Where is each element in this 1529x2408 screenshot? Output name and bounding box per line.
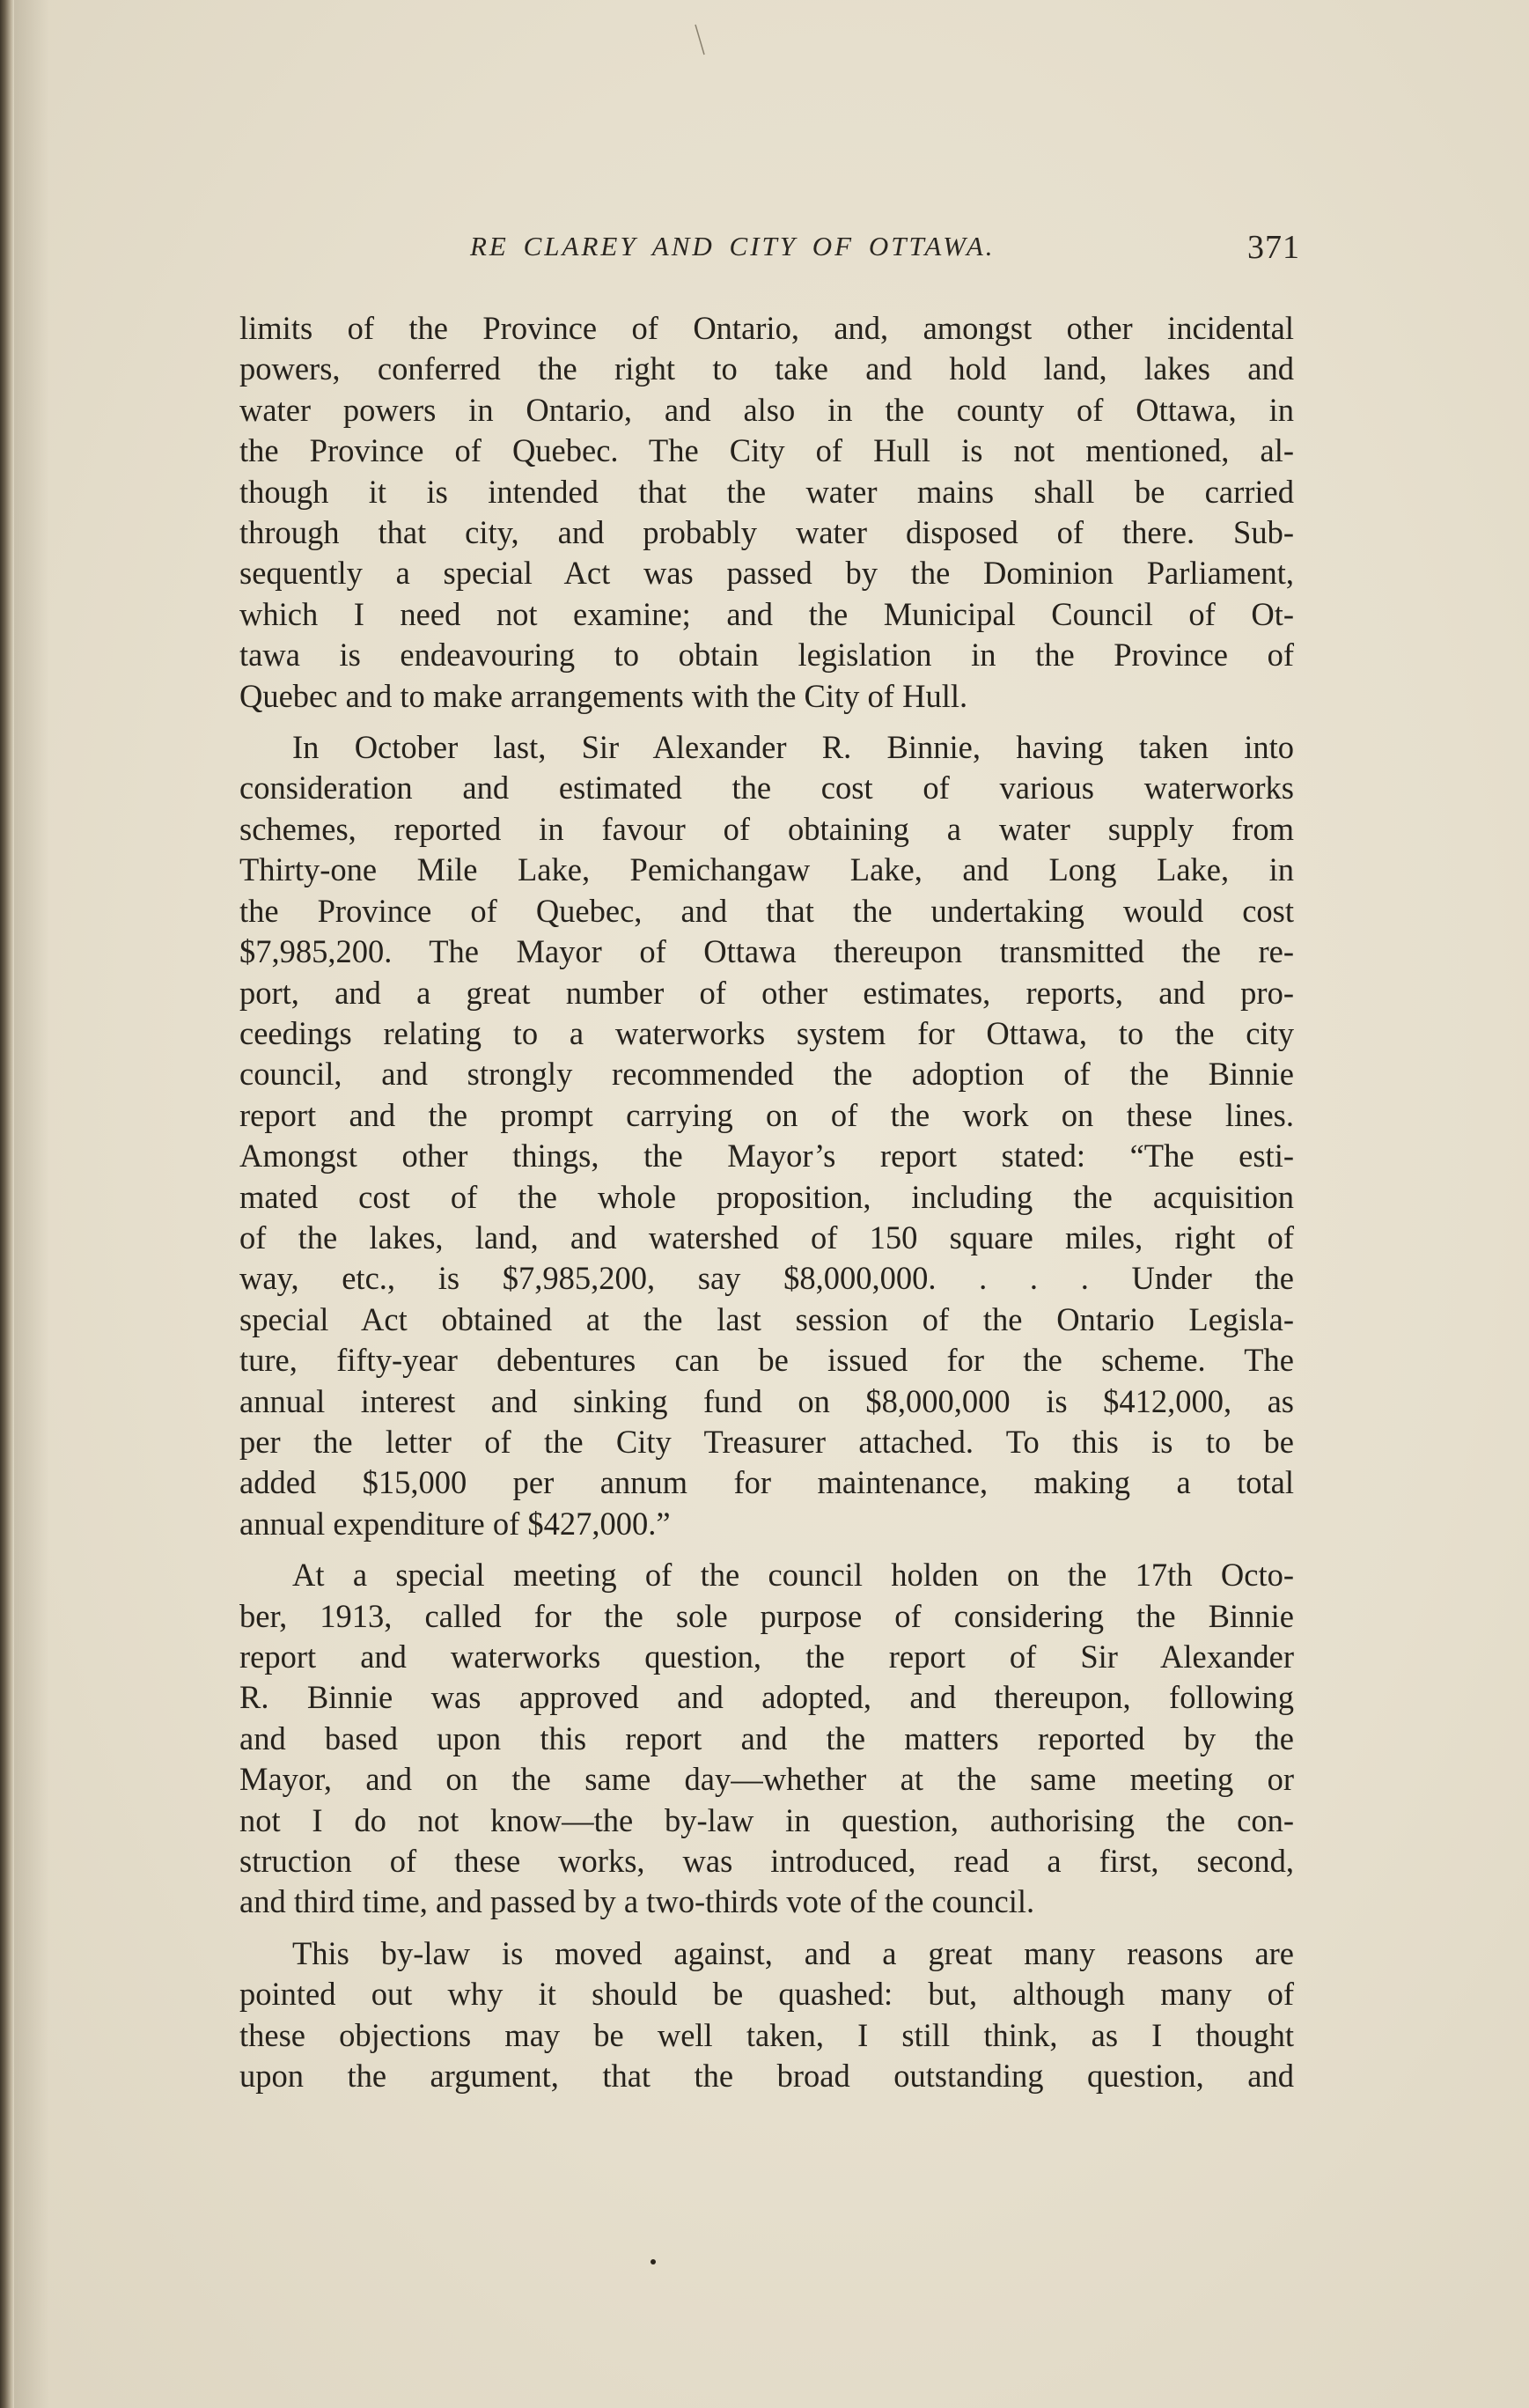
text-line: pointed out why it should be quashed: but, although many of bbox=[239, 1976, 1294, 2013]
text-line: not I do not know—the by-law in question, authorising the con- bbox=[239, 1801, 1294, 1838]
text-line: Thirty-one Mile Lake, Pemichangaw Lake, and Long Lake, in bbox=[239, 851, 1294, 888]
text-line: added $15,000 per annum for maintenance, making a total bbox=[239, 1464, 1294, 1501]
paper-speck bbox=[651, 2259, 656, 2264]
text-line: special Act obtained at the last session of the Ontario Legisla- bbox=[239, 1300, 1294, 1337]
text-line: though it is intended that the water mains shall be carried bbox=[239, 473, 1294, 510]
text-line: $7,985,200. The Mayor of Ottawa thereupon transmitted the re- bbox=[239, 933, 1294, 970]
text-line: council, and strongly recommended the adoption of the Binnie bbox=[239, 1056, 1294, 1093]
text-line: ber, 1913, called for the sole purpose of considering the Binnie bbox=[239, 1597, 1294, 1634]
binding-edge bbox=[0, 0, 14, 2408]
text-line: Amongst other things, the Mayor’s report stated: “The esti- bbox=[239, 1138, 1294, 1175]
text-line: the Province of Quebec. The City of Hull is not mentioned, al- bbox=[239, 432, 1294, 469]
paragraph bbox=[239, 1933, 1294, 2097]
text-line: mated cost of the whole proposition, including the acquisition bbox=[239, 1178, 1294, 1215]
text-line: ture, fifty-year debentures can be issued for the scheme. The bbox=[239, 1342, 1294, 1379]
text-line: tawa is endeavouring to obtain legislation in the Province of bbox=[239, 637, 1294, 674]
text-line: limits of the Province of Ontario, and, amongst other incidental bbox=[239, 310, 1294, 346]
text-line: water powers in Ontario, and also in the county of Ottawa, in bbox=[239, 391, 1294, 428]
text-line: consideration and estimated the cost of various waterworks bbox=[239, 770, 1294, 806]
text-line: powers, conferred the right to take and hold land, lakes and bbox=[239, 350, 1294, 387]
text-line: through that city, and probably water disposed of there. Sub- bbox=[239, 514, 1294, 551]
paper-mark bbox=[695, 25, 704, 55]
text-line: This by-law is moved against, and a great many reasons are bbox=[292, 1934, 1294, 1971]
text-line: which I need not examine; and the Municipal Council of Ot- bbox=[239, 595, 1294, 632]
text-line: annual expenditure of $427,000.” bbox=[239, 1505, 671, 1542]
text-line: In October last, Sir Alexander R. Binnie, having taken into bbox=[292, 729, 1294, 766]
paragraph-gap bbox=[239, 1923, 1294, 1933]
binding-shadow bbox=[14, 0, 49, 2408]
paragraph bbox=[239, 1555, 1294, 1923]
text-line: the Province of Quebec, and that the undertaking would cost bbox=[239, 892, 1294, 929]
text-line: sequently a special Act was passed by the Dominion Parliament, bbox=[239, 555, 1294, 592]
text-line: these objections may be well taken, I still think, as I thought bbox=[239, 2016, 1294, 2053]
text-line: report and waterworks question, the report of Sir Alexander bbox=[239, 1638, 1294, 1675]
text-line: Mayor, and on the same day—whether at the same meeting or bbox=[239, 1761, 1294, 1798]
text-line: Quebec and to make arrangements with the City of Hull. bbox=[239, 677, 968, 714]
paragraph-gap bbox=[239, 1544, 1294, 1555]
paragraph-gap bbox=[239, 717, 1294, 727]
page-header bbox=[239, 229, 1300, 284]
text-line: per the letter of the City Treasurer attached. To this is to be bbox=[239, 1423, 1294, 1460]
text-line: annual interest and sinking fund on $8,000,000 is $412,000, as bbox=[239, 1382, 1294, 1419]
body-text bbox=[239, 308, 1294, 2096]
text-line: ceedings relating to a waterworks system for Ottawa, to the city bbox=[239, 1014, 1294, 1051]
text-line: of the lakes, land, and watershed of 150 square miles, right of bbox=[239, 1219, 1294, 1256]
paragraph bbox=[239, 308, 1294, 717]
text-line: At a special meeting of the council holden on the 17th Octo- bbox=[292, 1557, 1294, 1594]
text-line: upon the argument, that the broad outstanding question, and bbox=[239, 2058, 1294, 2095]
text-line: schemes, reported in favour of obtaining a water supply from bbox=[239, 810, 1294, 847]
paragraph bbox=[239, 727, 1294, 1544]
text-line: way, etc., is $7,985,200, say $8,000,000. . . . Under the bbox=[239, 1260, 1294, 1297]
running-head: RE CLAREY AND CITY OF OTTAWA. bbox=[470, 231, 996, 261]
text-line: report and the prompt carrying on of the work on these lines. bbox=[239, 1096, 1294, 1133]
text-line: port, and a great number of other estimates, reports, and pro- bbox=[239, 974, 1294, 1011]
text-line: R. Binnie was approved and adopted, and thereupon, following bbox=[239, 1679, 1294, 1716]
text-line: and based upon this report and the matters reported by the bbox=[239, 1719, 1294, 1756]
page-number: 371 bbox=[1247, 229, 1300, 266]
text-line: and third time, and passed by a two-thirds vote of the council. bbox=[239, 1883, 1035, 1920]
text-line: struction of these works, was introduced, read a first, second, bbox=[239, 1843, 1294, 1880]
